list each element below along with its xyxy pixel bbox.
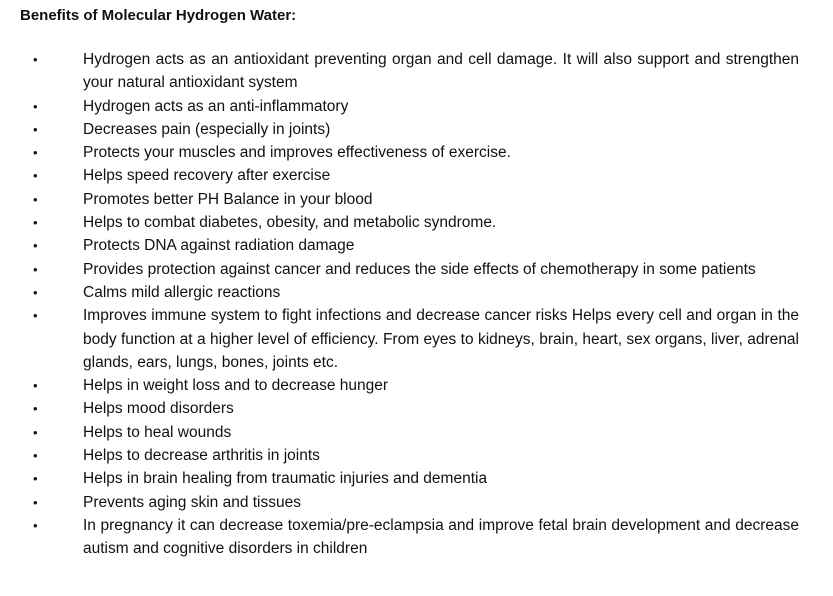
- list-item-text: Helps in brain healing from traumatic injuries and dementia: [83, 470, 488, 488]
- bullet-icon: •: [33, 471, 38, 487]
- list-item-text: Provides protection against cancer and reduces the side effects of chemotherapy in some patients: [83, 260, 756, 278]
- bullet-icon: •: [33, 261, 38, 277]
- list-item: [0, 281, 833, 304]
- list-item-text: Improves immune system to fight infections and decrease cancer risks Helps every cell and organ in the body function at a higher level of efficiency. From eyes to kidneys, brain, heart, sex organs, liver, adrenal glands, ears, lungs, bones, joints etc.: [83, 307, 799, 371]
- bullet-icon: •: [33, 378, 38, 394]
- list-item: [0, 48, 833, 95]
- list-item-text: Protects your muscles and improves effectiveness of exercise.: [83, 144, 511, 162]
- list-item-text: Helps to heal wounds: [83, 423, 232, 441]
- list-item: [0, 211, 833, 234]
- list-item: [0, 491, 833, 514]
- bullet-icon: •: [33, 424, 38, 440]
- list-item: [0, 188, 833, 211]
- list-item: [0, 118, 833, 141]
- bullet-icon: •: [33, 215, 38, 231]
- list-item: [0, 467, 833, 490]
- list-item: [0, 397, 833, 420]
- list-item: [0, 444, 833, 467]
- list-item: [0, 234, 833, 257]
- bullet-icon: •: [33, 308, 38, 324]
- bullet-icon: •: [33, 145, 38, 161]
- bullet-icon: •: [33, 448, 38, 464]
- list-item-text: Helps to decrease arthritis in joints: [83, 447, 320, 465]
- list-item-text: Calms mild allergic reactions: [83, 283, 281, 301]
- list-item-text: Helps speed recovery after exercise: [83, 167, 331, 185]
- bullet-icon: •: [33, 494, 38, 510]
- benefits-list: [0, 48, 833, 561]
- list-item-text: Hydrogen acts as an antioxidant preventing organ and cell damage. It will also support and strengthen your natural antioxidant system: [83, 51, 799, 92]
- bullet-icon: •: [33, 52, 38, 67]
- list-item: [0, 514, 833, 561]
- bullet-icon: •: [33, 98, 38, 114]
- bullet-icon: •: [33, 191, 38, 207]
- list-item-text: Helps in weight loss and to decrease hunger: [83, 377, 389, 395]
- document-title: Benefits of Molecular Hydrogen Water:: [20, 7, 297, 24]
- list-item-text: Helps mood disorders: [83, 400, 234, 418]
- bullet-icon: •: [33, 517, 38, 533]
- list-item-text: Hydrogen acts as an anti-inflammatory: [83, 97, 349, 115]
- list-item-text: In pregnancy it can decrease toxemia/pre-eclampsia and improve fetal brain development and decrease autism and cognitive disorders in children: [83, 516, 799, 558]
- bullet-icon: •: [33, 401, 38, 417]
- list-item: [0, 258, 833, 281]
- list-item: [0, 304, 833, 374]
- list-item-text: Decreases pain (especially in joints): [83, 120, 331, 138]
- bullet-icon: •: [33, 238, 38, 254]
- list-item: [0, 374, 833, 397]
- bullet-icon: •: [33, 168, 38, 184]
- bullet-icon: •: [33, 284, 38, 300]
- list-item-text: Promotes better PH Balance in your blood: [83, 190, 373, 208]
- bullet-icon: •: [33, 121, 38, 137]
- list-item-text: Prevents aging skin and tissues: [83, 493, 301, 511]
- list-item: [0, 421, 833, 444]
- list-item: [0, 95, 833, 118]
- list-item-text: Helps to combat diabetes, obesity, and metabolic syndrome.: [83, 214, 497, 232]
- list-item: [0, 141, 833, 164]
- list-item: [0, 164, 833, 187]
- list-item-text: Protects DNA against radiation damage: [83, 237, 355, 255]
